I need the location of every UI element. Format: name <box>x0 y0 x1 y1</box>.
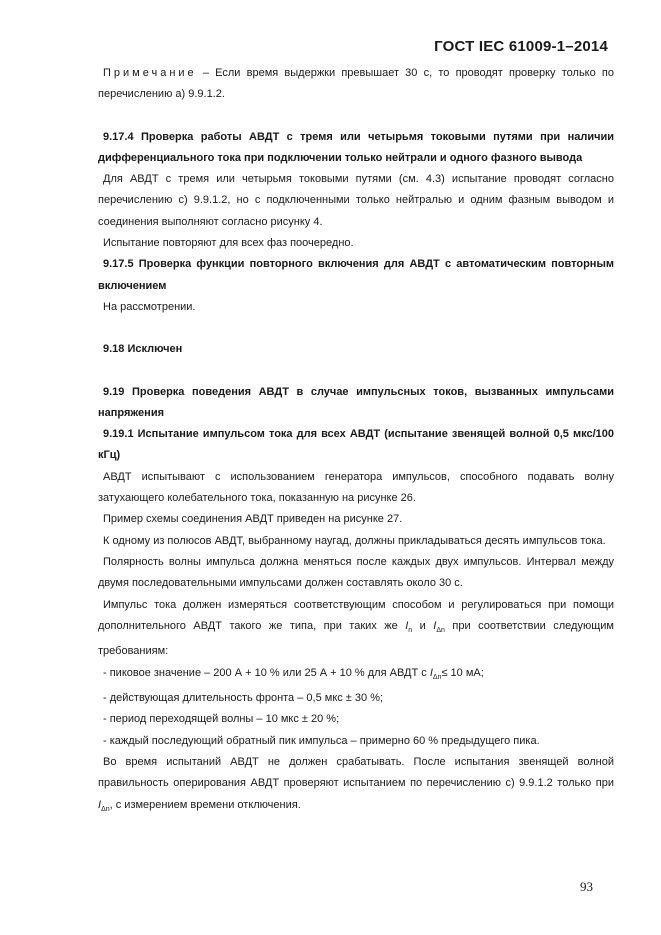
subscript-delta-n: Δn <box>432 673 442 681</box>
section-heading-9-17-5: 9.17.5 Проверка функции повторного включения для АВДТ с автоматическим повторным включением <box>98 258 614 292</box>
symbol-I: I <box>98 798 102 811</box>
text-run: и <box>412 619 434 632</box>
page-number: 93 <box>580 879 593 894</box>
paragraph: АВДТ испытывают с использованием генератора импульсов, способного подавать волну затухающего колебательного тока, показанную на рисунке 26. <box>98 470 614 505</box>
note-text: – Если время выдержки превышает 30 с, то проводят проверку только по перечислению а) 9.9.1.2. <box>98 67 614 101</box>
list-item: - каждый последующий обратный пик импульса – примерно 60 % предыдущего пика. <box>103 734 540 747</box>
subscript-n: n <box>408 627 413 635</box>
paragraph: Для АВДТ с тремя или четырьмя токовыми путями (см. 4.3) испытание проводят согласно перечислению с) 9.9.1.2, но с подключенными только нейтралью и одним фазным выводом и соединения выполняют согласно рисунку 4. <box>98 173 614 228</box>
section-heading-9-19: 9.19 Проверка поведения АВДТ в случае импульсных токов, вызванных импульсами напряжения <box>98 385 614 419</box>
standard-header: ГОСТ IEC 61009-1–2014 <box>434 38 608 55</box>
paragraph <box>98 752 614 820</box>
text-run: при соответствии следующим требованиям: <box>98 619 614 658</box>
spacer <box>98 106 614 127</box>
list-item <box>98 663 614 688</box>
list-item: - действующая длительность фронта – 0,5 мкс ± 30 %; <box>103 692 384 705</box>
paragraph: Полярность волны импульса должна меняться после каждых двух импульсов. Интервал между двумя последовательными импульсами должен составлять около 30 с. <box>98 555 614 590</box>
note-label: Примечание <box>103 67 197 79</box>
list-item: - период переходящей волны – 10 мкс ± 20 %; <box>103 713 340 726</box>
text-run: , с измерением времени отключения. <box>109 798 301 811</box>
section-heading-9-18: 9.18 Исключен <box>103 343 183 356</box>
page-content <box>98 63 614 820</box>
spacer <box>98 361 614 382</box>
section-heading-9-19-1: 9.19.1 Испытание импульсом тока для всех АВДТ (испытание звенящей волной 0,5 мкс/100 кГц) <box>98 428 614 462</box>
subscript-delta-n: Δn <box>436 627 445 635</box>
section-heading-9-17-4: 9.17.4 Проверка работы АВДТ с тремя или четырьмя токовыми путями при наличии дифференциального тока при подключении только нейтрали и одного фазного вывода <box>98 130 614 164</box>
paragraph: К одному из полюсов АВДТ, выбранному наугад, должны прикладываться десять импульсов тока. <box>103 534 606 547</box>
symbol-I: I <box>429 666 433 679</box>
paragraph <box>98 595 614 663</box>
text-run: Импульс тока должен измеряться соответствующим способом и регулироваться при помощи дополнительного АВДТ такого же типа, при таких же <box>98 598 614 632</box>
paragraph: Пример схемы соединения АВДТ приведен на рисунке 27. <box>103 513 403 526</box>
paragraph: На рассмотрении. <box>103 300 196 313</box>
paragraph: Испытание повторяют для всех фаз поочередно. <box>103 237 354 250</box>
subscript-delta-n: Δn <box>101 805 110 813</box>
note-paragraph <box>98 63 614 106</box>
symbol-I: I <box>433 619 437 632</box>
spacer <box>98 318 614 339</box>
text-run: ≤ 10 мА; <box>441 666 484 679</box>
symbol-I: I <box>405 619 409 632</box>
text-run: - пиковое значение – 200 А + 10 % или 25 А + 10 % для АВДТ с <box>103 666 430 679</box>
text-run: Во время испытаний АВДТ не должен срабатывать. После испытания звенящей волной правильность оперирования АВДТ проверяют испытанием по перечислению с) 9.9.1.2 только при <box>98 755 614 790</box>
